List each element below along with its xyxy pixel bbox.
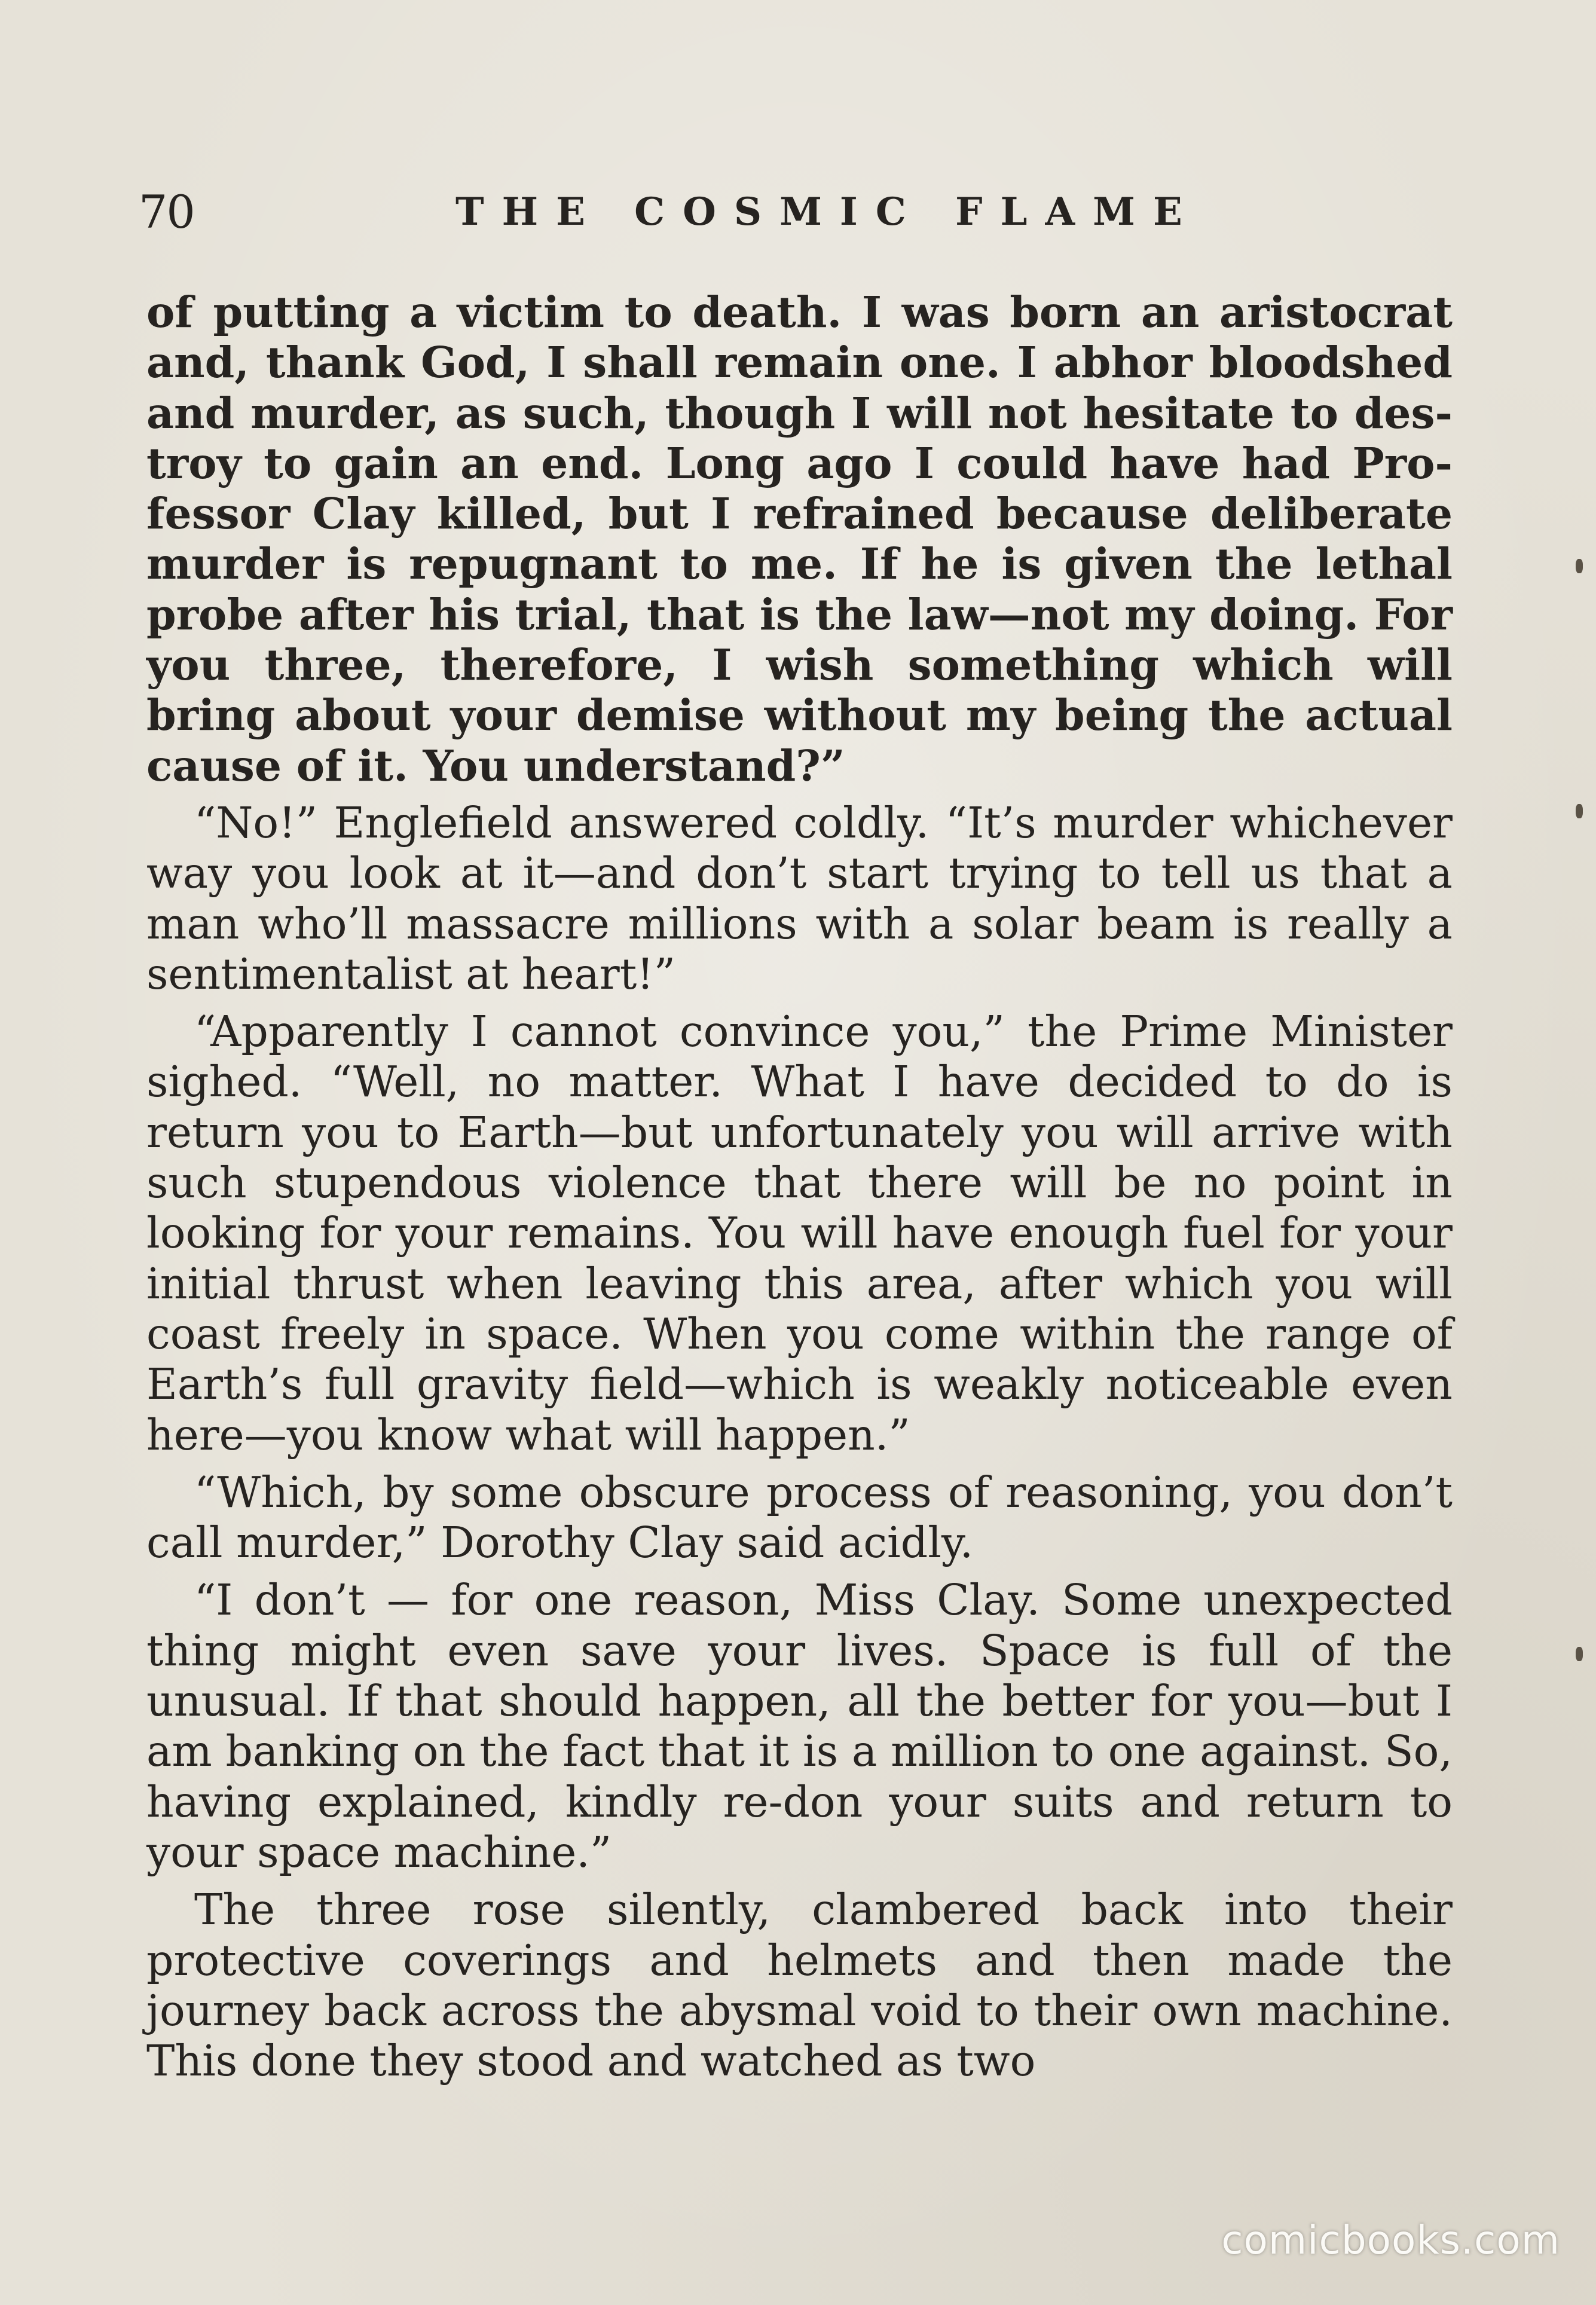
running-head [139, 179, 1454, 245]
body-text [146, 287, 1453, 2086]
paragraph-4: “Which, by some obscure process of reasoning, you don’t call murder,” Dorothy Clay said acidly. [146, 1467, 1453, 1568]
book-title: THE COSMIC FLAME [455, 189, 1200, 234]
paragraph-1: of putting a victim to death. I was born an aristocrat and, thank God, I shall remain one. I abhor bloodshed and murder, as such, though I will not hesitate to destroy to gain an end. Long ago I could have had Professor Clay killed, but I refrained because deliberate murder is repugnant to me. If he is given the lethal probe after his trial, that is the law—not my doing. For you three, therefore, I wish something which will bring about your demise without my being the actual cause of it. You understand?” [146, 287, 1453, 791]
edge-mark [1576, 559, 1583, 573]
page-number: 70 [139, 185, 194, 239]
paragraph-3: “Apparently I cannot convince you,” the Prime Minister sighed. “Well, no matter. What I have decided to do is return you to Earth—but unfortunately you will arrive with such stupendous violence that there will be no point in looking for your remains. You will have enough fuel for your initial thrust when leaving this area, after which you will coast freely in space. When you come within the range of Earth’s full gravity field—which is weakly noticeable even here—you know what will happen.” [146, 1007, 1453, 1460]
paragraph-5: “I don’t — for one reason, Miss Clay. Some unexpected thing might even save your lives. Space is full of the unusual. If that should happen, all the better for you—but I am banking on the fact that it is a million to one against. So, having explained, kindly re-don your suits and return to your space machine.” [146, 1575, 1453, 1877]
watermark: comicbooks.com [1221, 2217, 1560, 2263]
paragraph-2: “No!” Englefield answered coldly. “It’s murder whichever way you look at it—and don’t start trying to tell us that a man who’ll massacre millions with a solar beam is really a sentimentalist at heart!” [146, 797, 1453, 999]
edge-mark [1576, 804, 1583, 818]
edge-mark [1576, 1647, 1583, 1661]
paragraph-6: The three rose silently, clambered back into their protective coverings and helmets and then made the journey back across the abysmal void to their own machine. This done they stood and watched as two [146, 1885, 1453, 2086]
